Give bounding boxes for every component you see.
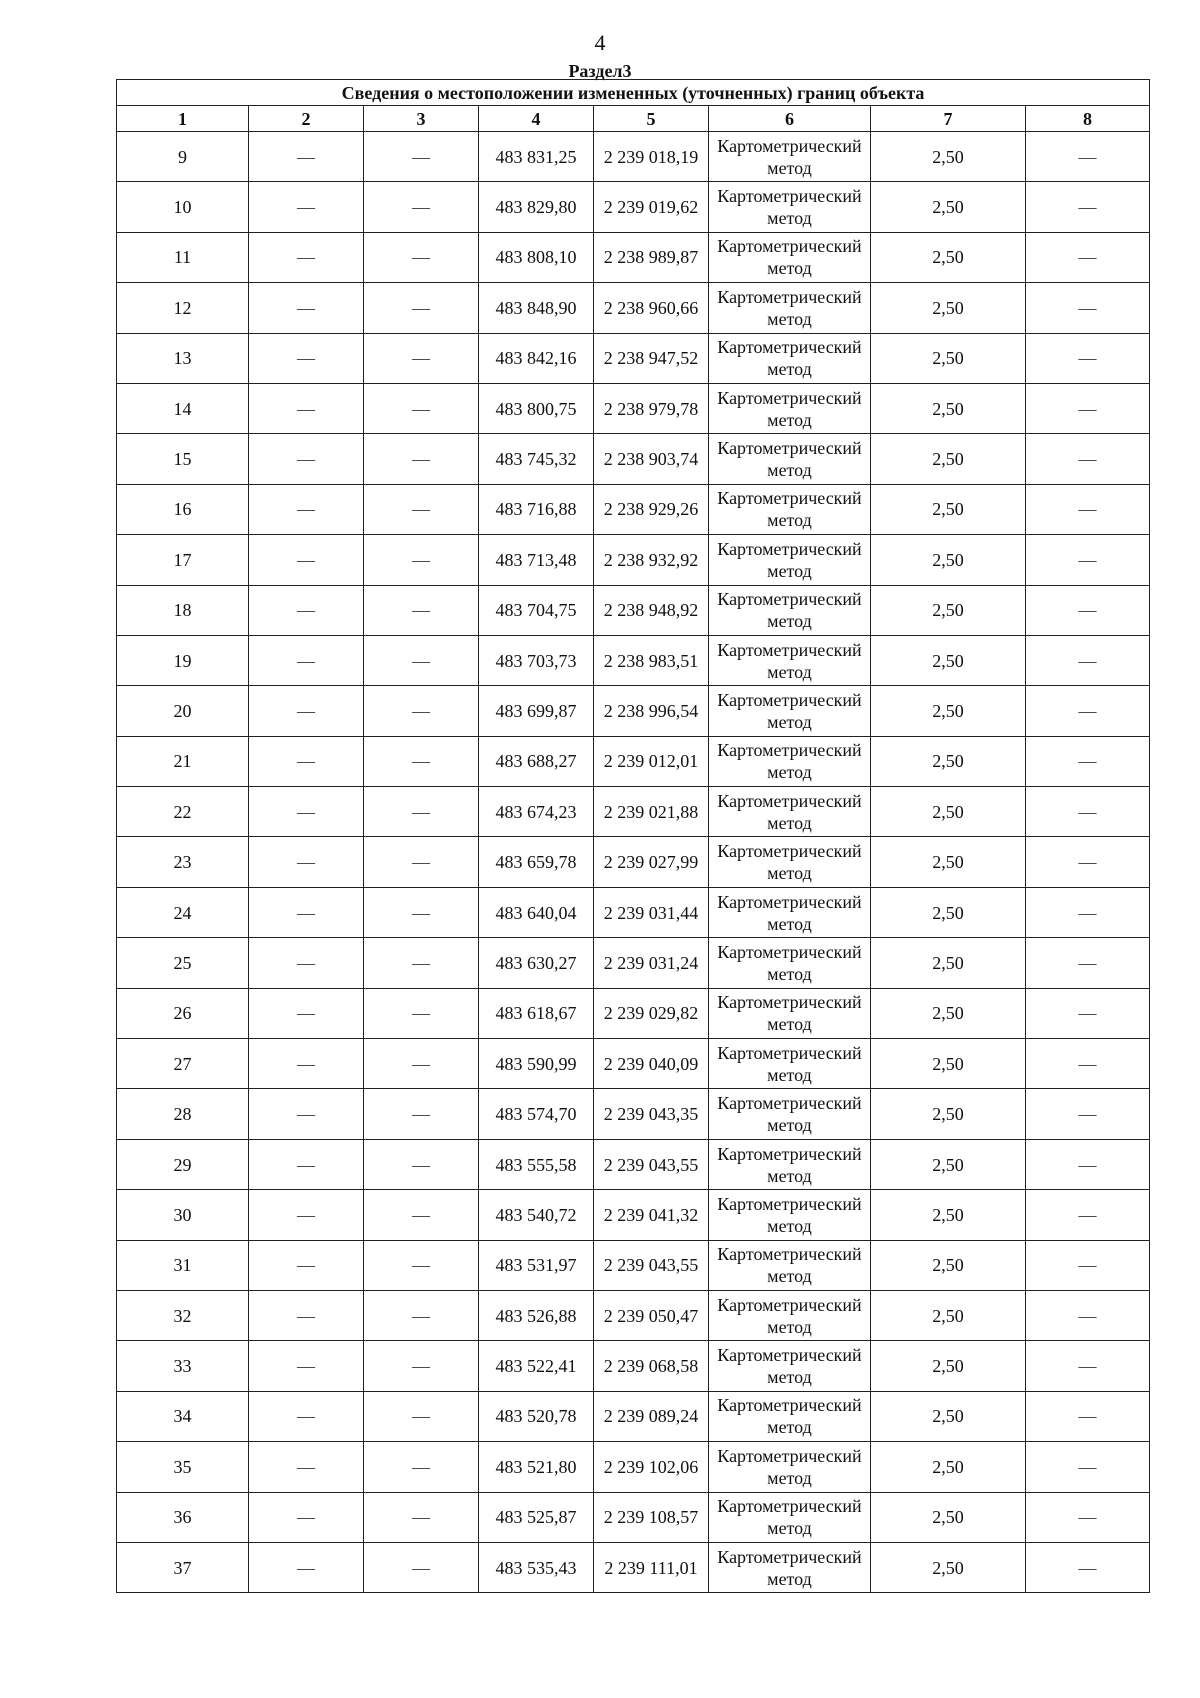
empty-dash-cell: — — [1026, 232, 1150, 282]
accuracy-cell: 2,50 — [871, 434, 1026, 484]
point-number-cell: 32 — [117, 1290, 249, 1340]
table-row — [117, 635, 1150, 685]
accuracy-cell: 2,50 — [871, 1341, 1026, 1391]
coordinate-y-cell: 2 239 111,01 — [594, 1542, 709, 1592]
empty-dash-cell: — — [1026, 1442, 1150, 1492]
coordinate-y-cell: 2 238 979,78 — [594, 383, 709, 433]
coordinate-y-cell: 2 239 019,62 — [594, 182, 709, 232]
empty-dash-cell: — — [364, 283, 479, 333]
column-number-row — [117, 106, 1150, 132]
coordinate-y-cell: 2 239 068,58 — [594, 1341, 709, 1391]
table-row — [117, 938, 1150, 988]
empty-dash-cell: — — [364, 535, 479, 585]
point-number-cell: 30 — [117, 1190, 249, 1240]
method-cell: Картометрический метод — [709, 1542, 871, 1592]
method-cell: Картометрический метод — [709, 1240, 871, 1290]
empty-dash-cell: — — [249, 484, 364, 534]
column-header: 6 — [709, 106, 871, 132]
coordinate-x-cell: 483 526,88 — [479, 1290, 594, 1340]
table-row — [117, 887, 1150, 937]
empty-dash-cell: — — [364, 1542, 479, 1592]
empty-dash-cell: — — [364, 1391, 479, 1441]
coordinate-y-cell: 2 239 043,55 — [594, 1240, 709, 1290]
accuracy-cell: 2,50 — [871, 736, 1026, 786]
point-number-cell: 35 — [117, 1442, 249, 1492]
empty-dash-cell: — — [1026, 535, 1150, 585]
method-cell: Картометрический метод — [709, 434, 871, 484]
method-cell: Картометрический метод — [709, 484, 871, 534]
method-cell: Картометрический метод — [709, 887, 871, 937]
table-row — [117, 837, 1150, 887]
coordinate-x-cell: 483 590,99 — [479, 1039, 594, 1089]
empty-dash-cell: — — [249, 1089, 364, 1139]
coordinate-x-cell: 483 745,32 — [479, 434, 594, 484]
coordinate-y-cell: 2 239 018,19 — [594, 132, 709, 182]
table-row — [117, 1240, 1150, 1290]
accuracy-cell: 2,50 — [871, 887, 1026, 937]
coordinate-x-cell: 483 618,67 — [479, 988, 594, 1038]
table-row — [117, 787, 1150, 837]
coordinate-y-cell: 2 239 043,55 — [594, 1139, 709, 1189]
coordinate-x-cell: 483 531,97 — [479, 1240, 594, 1290]
coordinate-x-cell: 483 522,41 — [479, 1341, 594, 1391]
coordinate-x-cell: 483 831,25 — [479, 132, 594, 182]
table-row — [117, 1492, 1150, 1542]
empty-dash-cell: — — [364, 1290, 479, 1340]
method-cell: Картометрический метод — [709, 132, 871, 182]
table-row — [117, 283, 1150, 333]
coordinate-y-cell: 2 239 031,24 — [594, 938, 709, 988]
coordinate-x-cell: 483 525,87 — [479, 1492, 594, 1542]
empty-dash-cell: — — [1026, 988, 1150, 1038]
coordinate-y-cell: 2 238 929,26 — [594, 484, 709, 534]
coordinate-y-cell: 2 239 021,88 — [594, 787, 709, 837]
empty-dash-cell: — — [364, 1240, 479, 1290]
empty-dash-cell: — — [249, 1290, 364, 1340]
table-row — [117, 1190, 1150, 1240]
coordinate-y-cell: 2 238 996,54 — [594, 686, 709, 736]
empty-dash-cell: — — [249, 283, 364, 333]
empty-dash-cell: — — [1026, 1341, 1150, 1391]
table-row — [117, 736, 1150, 786]
accuracy-cell: 2,50 — [871, 535, 1026, 585]
point-number-cell: 22 — [117, 787, 249, 837]
accuracy-cell: 2,50 — [871, 988, 1026, 1038]
table-row — [117, 1341, 1150, 1391]
point-number-cell: 17 — [117, 535, 249, 585]
accuracy-cell: 2,50 — [871, 1391, 1026, 1441]
accuracy-cell: 2,50 — [871, 837, 1026, 887]
coordinate-x-cell: 483 659,78 — [479, 837, 594, 887]
method-cell: Картометрический метод — [709, 182, 871, 232]
coordinate-x-cell: 483 699,87 — [479, 686, 594, 736]
accuracy-cell: 2,50 — [871, 585, 1026, 635]
table-row — [117, 1442, 1150, 1492]
table-row — [117, 1139, 1150, 1189]
table-row — [117, 434, 1150, 484]
empty-dash-cell: — — [1026, 434, 1150, 484]
method-cell: Картометрический метод — [709, 232, 871, 282]
coordinate-x-cell: 483 716,88 — [479, 484, 594, 534]
accuracy-cell: 2,50 — [871, 1089, 1026, 1139]
method-cell: Картометрический метод — [709, 1290, 871, 1340]
empty-dash-cell: — — [1026, 1139, 1150, 1189]
accuracy-cell: 2,50 — [871, 232, 1026, 282]
empty-dash-cell: — — [249, 938, 364, 988]
accuracy-cell: 2,50 — [871, 1139, 1026, 1189]
point-number-cell: 31 — [117, 1240, 249, 1290]
method-cell: Картометрический метод — [709, 535, 871, 585]
accuracy-cell: 2,50 — [871, 1240, 1026, 1290]
point-number-cell: 10 — [117, 182, 249, 232]
column-header: 2 — [249, 106, 364, 132]
accuracy-cell: 2,50 — [871, 1290, 1026, 1340]
accuracy-cell: 2,50 — [871, 1039, 1026, 1089]
point-number-cell: 13 — [117, 333, 249, 383]
empty-dash-cell: — — [364, 333, 479, 383]
table-row — [117, 1290, 1150, 1340]
method-cell: Картометрический метод — [709, 1391, 871, 1441]
method-cell: Картометрический метод — [709, 635, 871, 685]
table-row — [117, 182, 1150, 232]
accuracy-cell: 2,50 — [871, 283, 1026, 333]
coordinate-x-cell: 483 540,72 — [479, 1190, 594, 1240]
accuracy-cell: 2,50 — [871, 1542, 1026, 1592]
empty-dash-cell: — — [364, 1492, 479, 1542]
empty-dash-cell: — — [364, 686, 479, 736]
method-cell: Картометрический метод — [709, 333, 871, 383]
coordinate-x-cell: 483 674,23 — [479, 787, 594, 837]
empty-dash-cell: — — [249, 635, 364, 685]
coordinate-x-cell: 483 829,80 — [479, 182, 594, 232]
coordinate-x-cell: 483 630,27 — [479, 938, 594, 988]
empty-dash-cell: — — [249, 434, 364, 484]
empty-dash-cell: — — [364, 1139, 479, 1189]
empty-dash-cell: — — [364, 1341, 479, 1391]
point-number-cell: 26 — [117, 988, 249, 1038]
empty-dash-cell: — — [1026, 887, 1150, 937]
empty-dash-cell: — — [1026, 837, 1150, 887]
point-number-cell: 15 — [117, 434, 249, 484]
accuracy-cell: 2,50 — [871, 383, 1026, 433]
empty-dash-cell: — — [249, 1240, 364, 1290]
coordinate-y-cell: 2 239 102,06 — [594, 1442, 709, 1492]
point-number-cell: 28 — [117, 1089, 249, 1139]
coordinate-y-cell: 2 238 983,51 — [594, 635, 709, 685]
empty-dash-cell: — — [249, 585, 364, 635]
point-number-cell: 9 — [117, 132, 249, 182]
table-caption: Сведения о местоположении измененных (уточненных) границ объекта — [117, 80, 1150, 106]
coordinate-y-cell: 2 238 932,92 — [594, 535, 709, 585]
empty-dash-cell: — — [1026, 333, 1150, 383]
table-row — [117, 988, 1150, 1038]
empty-dash-cell: — — [364, 787, 479, 837]
empty-dash-cell: — — [249, 1139, 364, 1189]
coordinate-y-cell: 2 239 029,82 — [594, 988, 709, 1038]
empty-dash-cell: — — [364, 132, 479, 182]
empty-dash-cell: — — [249, 787, 364, 837]
empty-dash-cell: — — [249, 535, 364, 585]
point-number-cell: 12 — [117, 283, 249, 333]
method-cell: Картометрический метод — [709, 1492, 871, 1542]
coordinate-x-cell: 483 842,16 — [479, 333, 594, 383]
method-cell: Картометрический метод — [709, 585, 871, 635]
coordinate-y-cell: 2 239 012,01 — [594, 736, 709, 786]
coordinate-y-cell: 2 238 903,74 — [594, 434, 709, 484]
empty-dash-cell: — — [1026, 1542, 1150, 1592]
empty-dash-cell: — — [1026, 1290, 1150, 1340]
point-number-cell: 11 — [117, 232, 249, 282]
empty-dash-cell: — — [364, 1190, 479, 1240]
coordinate-x-cell: 483 713,48 — [479, 535, 594, 585]
accuracy-cell: 2,50 — [871, 182, 1026, 232]
point-number-cell: 33 — [117, 1341, 249, 1391]
empty-dash-cell: — — [364, 938, 479, 988]
page-number: 4 — [594, 30, 606, 55]
empty-dash-cell: — — [364, 736, 479, 786]
empty-dash-cell: — — [249, 837, 364, 887]
method-cell: Картометрический метод — [709, 837, 871, 887]
empty-dash-cell: — — [249, 232, 364, 282]
point-number-cell: 18 — [117, 585, 249, 635]
empty-dash-cell: — — [1026, 736, 1150, 786]
column-header: 1 — [117, 106, 249, 132]
method-cell: Картометрический метод — [709, 736, 871, 786]
empty-dash-cell: — — [1026, 1492, 1150, 1542]
table-row — [117, 1089, 1150, 1139]
accuracy-cell: 2,50 — [871, 484, 1026, 534]
table-row — [117, 484, 1150, 534]
coordinate-x-cell: 483 535,43 — [479, 1542, 594, 1592]
accuracy-cell: 2,50 — [871, 132, 1026, 182]
empty-dash-cell: — — [364, 434, 479, 484]
point-number-cell: 24 — [117, 887, 249, 937]
table-row — [117, 1391, 1150, 1441]
point-number-cell: 19 — [117, 635, 249, 685]
coordinate-y-cell: 2 239 041,32 — [594, 1190, 709, 1240]
empty-dash-cell: — — [1026, 132, 1150, 182]
table-row — [117, 1542, 1150, 1592]
empty-dash-cell: — — [1026, 182, 1150, 232]
empty-dash-cell: — — [249, 988, 364, 1038]
accuracy-cell: 2,50 — [871, 1442, 1026, 1492]
method-cell: Картометрический метод — [709, 1089, 871, 1139]
method-cell: Картометрический метод — [709, 938, 871, 988]
empty-dash-cell: — — [364, 887, 479, 937]
point-number-cell: 36 — [117, 1492, 249, 1542]
empty-dash-cell: — — [1026, 283, 1150, 333]
point-number-cell: 37 — [117, 1542, 249, 1592]
accuracy-cell: 2,50 — [871, 938, 1026, 988]
method-cell: Картометрический метод — [709, 283, 871, 333]
table-row — [117, 383, 1150, 433]
accuracy-cell: 2,50 — [871, 1190, 1026, 1240]
empty-dash-cell: — — [364, 383, 479, 433]
coordinate-x-cell: 483 848,90 — [479, 283, 594, 333]
method-cell: Картометрический метод — [709, 1442, 871, 1492]
column-header: 7 — [871, 106, 1026, 132]
coordinate-x-cell: 483 808,10 — [479, 232, 594, 282]
coordinate-x-cell: 483 520,78 — [479, 1391, 594, 1441]
empty-dash-cell: — — [249, 887, 364, 937]
method-cell: Картометрический метод — [709, 1190, 871, 1240]
coordinate-y-cell: 2 239 108,57 — [594, 1492, 709, 1542]
method-cell: Картометрический метод — [709, 383, 871, 433]
point-number-cell: 25 — [117, 938, 249, 988]
empty-dash-cell: — — [364, 484, 479, 534]
coordinate-y-cell: 2 239 040,09 — [594, 1039, 709, 1089]
empty-dash-cell: — — [364, 1442, 479, 1492]
table-row — [117, 1039, 1150, 1089]
empty-dash-cell: — — [1026, 938, 1150, 988]
method-cell: Картометрический метод — [709, 1039, 871, 1089]
coordinate-y-cell: 2 239 027,99 — [594, 837, 709, 887]
table-row — [117, 132, 1150, 182]
empty-dash-cell: — — [249, 1341, 364, 1391]
point-number-cell: 34 — [117, 1391, 249, 1441]
accuracy-cell: 2,50 — [871, 787, 1026, 837]
empty-dash-cell: — — [1026, 1089, 1150, 1139]
empty-dash-cell: — — [1026, 1039, 1150, 1089]
empty-dash-cell: — — [249, 383, 364, 433]
coordinate-x-cell: 483 688,27 — [479, 736, 594, 786]
accuracy-cell: 2,50 — [871, 1492, 1026, 1542]
table-row — [117, 232, 1150, 282]
empty-dash-cell: — — [1026, 635, 1150, 685]
point-number-cell: 23 — [117, 837, 249, 887]
point-number-cell: 21 — [117, 736, 249, 786]
empty-dash-cell: — — [364, 837, 479, 887]
method-cell: Картометрический метод — [709, 686, 871, 736]
coordinates-table — [116, 79, 1150, 1593]
empty-dash-cell: — — [1026, 585, 1150, 635]
accuracy-cell: 2,50 — [871, 333, 1026, 383]
method-cell: Картометрический метод — [709, 787, 871, 837]
empty-dash-cell: — — [249, 686, 364, 736]
coordinate-x-cell: 483 521,80 — [479, 1442, 594, 1492]
coordinate-y-cell: 2 239 050,47 — [594, 1290, 709, 1340]
coordinate-x-cell: 483 703,73 — [479, 635, 594, 685]
point-number-cell: 16 — [117, 484, 249, 534]
column-header: 3 — [364, 106, 479, 132]
coordinate-x-cell: 483 640,04 — [479, 887, 594, 937]
method-cell: Картометрический метод — [709, 1341, 871, 1391]
empty-dash-cell: — — [249, 1391, 364, 1441]
empty-dash-cell: — — [249, 132, 364, 182]
column-header: 8 — [1026, 106, 1150, 132]
table-row — [117, 686, 1150, 736]
method-cell: Картометрический метод — [709, 988, 871, 1038]
column-header: 5 — [594, 106, 709, 132]
empty-dash-cell: — — [249, 1039, 364, 1089]
empty-dash-cell: — — [1026, 787, 1150, 837]
table-row — [117, 585, 1150, 635]
point-number-cell: 27 — [117, 1039, 249, 1089]
table-row — [117, 535, 1150, 585]
coordinate-y-cell: 2 239 043,35 — [594, 1089, 709, 1139]
coordinate-y-cell: 2 238 947,52 — [594, 333, 709, 383]
empty-dash-cell: — — [249, 1190, 364, 1240]
method-cell: Картометрический метод — [709, 1139, 871, 1189]
empty-dash-cell: — — [249, 1492, 364, 1542]
empty-dash-cell: — — [364, 635, 479, 685]
point-number-cell: 29 — [117, 1139, 249, 1189]
empty-dash-cell: — — [1026, 686, 1150, 736]
empty-dash-cell: — — [364, 988, 479, 1038]
coordinate-y-cell: 2 238 948,92 — [594, 585, 709, 635]
empty-dash-cell: — — [364, 585, 479, 635]
coordinate-y-cell: 2 238 989,87 — [594, 232, 709, 282]
table-row — [117, 333, 1150, 383]
coordinate-x-cell: 483 555,58 — [479, 1139, 594, 1189]
empty-dash-cell: — — [1026, 484, 1150, 534]
column-header: 4 — [479, 106, 594, 132]
section-title: Раздел3 — [568, 61, 632, 81]
point-number-cell: 20 — [117, 686, 249, 736]
empty-dash-cell: — — [1026, 1391, 1150, 1441]
empty-dash-cell: — — [249, 333, 364, 383]
coordinate-x-cell: 483 574,70 — [479, 1089, 594, 1139]
coordinate-y-cell: 2 239 031,44 — [594, 887, 709, 937]
coordinate-y-cell: 2 238 960,66 — [594, 283, 709, 333]
coordinate-x-cell: 483 704,75 — [479, 585, 594, 635]
empty-dash-cell: — — [1026, 383, 1150, 433]
accuracy-cell: 2,50 — [871, 686, 1026, 736]
empty-dash-cell: — — [1026, 1240, 1150, 1290]
empty-dash-cell: — — [364, 1089, 479, 1139]
empty-dash-cell: — — [364, 182, 479, 232]
point-number-cell: 14 — [117, 383, 249, 433]
empty-dash-cell: — — [249, 736, 364, 786]
coordinate-x-cell: 483 800,75 — [479, 383, 594, 433]
accuracy-cell: 2,50 — [871, 635, 1026, 685]
empty-dash-cell: — — [364, 232, 479, 282]
empty-dash-cell: — — [249, 1542, 364, 1592]
empty-dash-cell: — — [1026, 1190, 1150, 1240]
coordinate-y-cell: 2 239 089,24 — [594, 1391, 709, 1441]
empty-dash-cell: — — [249, 1442, 364, 1492]
empty-dash-cell: — — [364, 1039, 479, 1089]
empty-dash-cell: — — [249, 182, 364, 232]
